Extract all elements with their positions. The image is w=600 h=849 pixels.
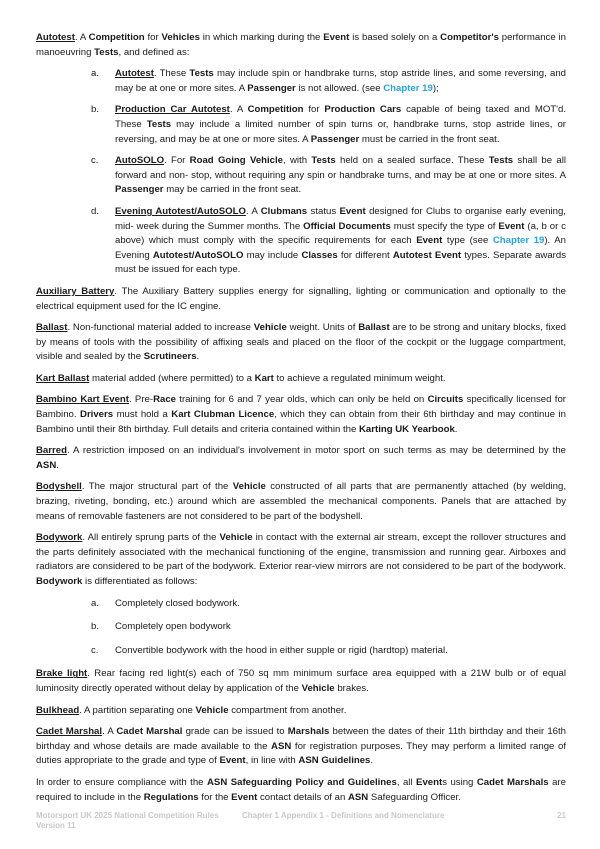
definition-bulkhead: [36, 704, 566, 719]
list-item: [36, 205, 566, 278]
definition-brake-light: [36, 667, 566, 696]
text-run: is not allowed. (see: [295, 82, 384, 94]
text-run: held on a sealed surface. These: [335, 155, 489, 167]
bold-keyword: ASN: [347, 791, 369, 803]
bold-keyword: Event: [339, 205, 366, 217]
text-run: . A: [229, 104, 248, 116]
bold-keyword: Tests: [311, 155, 336, 167]
text-run: may include spin or handbrake turns, stop astride lines, and some reversing, and may be at one or more sites. A: [115, 68, 566, 94]
text-run: . The major structural part of the: [81, 481, 233, 493]
text-run: may be carried in the front seat.: [163, 184, 302, 196]
defined-term: Bodywork: [36, 532, 83, 544]
bold-keyword: Tests: [94, 46, 119, 58]
text-run: . For: [164, 155, 190, 167]
text-run: Convertible bodywork with the hood in either supple or rigid (hardtop) material.: [115, 644, 448, 656]
text-run: may include: [243, 249, 302, 261]
text-run: contact details of an: [257, 791, 348, 803]
defined-term: Kart Ballast: [36, 372, 90, 384]
definition-cadet-marshal: [36, 725, 566, 769]
bold-keyword: Tests: [189, 68, 214, 80]
bold-keyword: ASN: [36, 459, 57, 471]
text-run: must be carried in the front seat.: [359, 133, 500, 145]
list-item: [36, 154, 566, 198]
text-run: in which marking during the: [199, 32, 324, 43]
list-item-text: [115, 620, 566, 635]
bold-keyword: Event: [323, 32, 350, 43]
text-run: are to be strong and unitary blocks, fixed by means of tools with the possibility of affixing seals and placed on the floor of the cockpit or the luggage compartment, visible and sealed by the: [36, 322, 567, 363]
bold-keyword: Competitor's: [440, 32, 499, 43]
bold-keyword: Production Cars: [324, 104, 402, 116]
definition-kart-ballast: [36, 372, 566, 387]
text-run: . A: [74, 32, 89, 43]
text-run: Completely closed bodywork.: [115, 597, 240, 609]
text-run: Safeguarding Officer.: [368, 791, 461, 803]
text-run: to achieve a regulated minimum weight.: [273, 372, 446, 384]
text-run: for: [144, 32, 162, 43]
text-run: , and defined as:: [118, 46, 190, 58]
bold-keyword: Ballast: [358, 322, 390, 334]
defined-term: Production Car Autotest: [115, 104, 230, 116]
footer-doc-title: Motorsport UK 2025 National Competition Rules: [36, 811, 219, 820]
text-run: weight. Units of: [286, 322, 359, 334]
bold-keyword: ASN Safeguarding Policy and Guidelines: [207, 776, 397, 788]
bold-keyword: Vehicle: [219, 532, 253, 544]
text-run: status: [307, 205, 340, 217]
bold-keyword: Cadet Marshals: [476, 776, 549, 788]
text-run: must hold a: [113, 409, 172, 421]
bold-keyword: Scrutineers: [143, 351, 197, 363]
definition-sublist: [36, 597, 566, 659]
text-run: may include a limited number of spin turns or, handbrake turns, stop astride lines, or reversing, and may be at one or more sites. A: [115, 118, 566, 145]
bold-keyword: Vehicle: [195, 704, 229, 716]
defined-term: Cadet Marshal: [36, 726, 103, 738]
bold-keyword: Vehicles: [161, 32, 200, 43]
text-run: . Non-functional material added to increase: [67, 322, 254, 334]
definition-barred: [36, 444, 566, 473]
document-page: [36, 31, 566, 812]
bold-keyword: Official Documents: [303, 220, 391, 232]
defined-term: Brake light: [36, 668, 88, 680]
bold-keyword: Regulations: [143, 791, 199, 803]
text-run: must specify the type of: [390, 220, 499, 232]
defined-term: Barred: [36, 445, 67, 457]
text-run: designed for Clubs to organise early evening, mid- week during the Summer months. The: [115, 205, 566, 232]
text-run: . These: [153, 68, 190, 80]
text-run: compartment from another.: [228, 704, 347, 716]
text-run: (a, b or c above) which must comply with the specific requirements for each: [115, 220, 566, 247]
list-item: [36, 597, 566, 612]
bold-keyword: Tests: [146, 118, 172, 130]
defined-term: Evening Autotest/AutoSOLO: [115, 205, 246, 217]
text-run: is based solely on a: [349, 32, 441, 43]
bold-keyword: ASN: [271, 740, 292, 752]
bold-keyword: Passenger: [247, 82, 296, 94]
bold-keyword: Tests: [488, 155, 514, 167]
text-run: for registration purposes. They may perform a limited range of duties appropriate to the grade and type of: [36, 740, 566, 767]
text-run: are required to include in the: [36, 776, 566, 803]
list-item-text: [115, 205, 566, 278]
bold-keyword: Classes: [301, 249, 338, 261]
text-run: , in line with: [245, 755, 299, 767]
list-item: [36, 644, 566, 659]
list-marker: c.: [91, 155, 99, 167]
defined-term: Auxiliary Battery: [36, 285, 115, 297]
defined-term: Ballast: [36, 322, 68, 334]
text-run: . A restriction imposed on an individual's involvement in motor sport on such terms as may be determined by the: [66, 445, 566, 457]
bold-keyword: Vehicle: [232, 481, 266, 493]
text-run: .: [196, 351, 200, 363]
text-run: is differentiated as follows:: [82, 576, 198, 587]
text-run: type (see: [442, 235, 493, 247]
definition-auxiliary-battery: [36, 285, 566, 314]
text-run: Completely open bodywork: [115, 621, 231, 633]
bold-keyword: Passenger: [310, 133, 360, 145]
bold-keyword: Cadet Marshal: [116, 726, 183, 738]
defined-term: Autotest: [115, 68, 154, 80]
bold-keyword: Kart: [254, 372, 274, 384]
list-item-text: [115, 103, 566, 147]
chapter-link[interactable]: Chapter 19: [492, 235, 545, 247]
bold-keyword: Vehicle: [253, 322, 287, 334]
text-run: for: [303, 104, 325, 116]
bold-keyword: Event: [416, 776, 443, 788]
bold-keyword: Marshals: [287, 726, 330, 738]
list-marker: b.: [91, 104, 100, 116]
text-run: . Rear facing red light(s) each of 750 sq mm minimum surface area equipped with a 21W bulb or of equal luminosity directly operated without delay by application of the: [36, 668, 566, 694]
text-run: material added (where permitted) to a: [89, 372, 255, 384]
chapter-link[interactable]: Chapter 19: [383, 82, 433, 94]
text-run: . A partition separating one: [79, 704, 196, 716]
definition-sublist: [36, 67, 566, 278]
list-item-text: [115, 154, 566, 198]
text-run: .: [370, 755, 374, 767]
defined-term: Bambino Kart Event: [36, 394, 129, 406]
defined-term: AutoSOLO: [115, 155, 165, 167]
text-run: In order to ensure compliance with the: [36, 776, 207, 788]
text-run: specifically licensed for Bambino.: [36, 394, 566, 421]
list-item-text: [115, 644, 566, 659]
bold-keyword: Event: [416, 235, 443, 247]
text-run: types. Separate awards must be issued for each type.: [115, 249, 566, 276]
defined-term: Bodyshell: [36, 481, 82, 493]
text-run: training for 6 and 7 year olds, which can only be held on: [176, 394, 428, 406]
text-run: for different: [337, 249, 393, 261]
text-run: .: [454, 423, 458, 435]
list-item: [36, 67, 566, 96]
bold-keyword: Circuits: [427, 394, 464, 406]
bold-keyword: Event: [219, 755, 246, 767]
text-run: performance in manoeuvring: [36, 32, 566, 58]
text-run: between the dates of their 11th birthday and their 16th birthday and whose details are made available to the: [36, 726, 567, 752]
text-run: constructed of all parts that are permanently attached (by welding, brazing, riveting, bonding, etc.) around which are assembled the mechanical components. Panels that are attached by means of removable fasteners are not considered to be part of the bodyshell.: [36, 481, 566, 522]
bold-keyword: Road Going Vehicle: [189, 155, 284, 167]
footer-doc-title-block: [36, 811, 226, 831]
text-run: shall be all forward and non- stop, without requiring any spin or handbrake turns, and may be at one or more sites. A: [115, 155, 566, 181]
list-marker: a.: [91, 597, 100, 609]
text-run: . A: [102, 726, 117, 738]
text-run: , which they can obtain from their 6th birthday and may continue in Bambino until their 8th birthday. Full details and criteria contained within the: [36, 409, 567, 435]
bold-keyword: Clubmans: [260, 205, 308, 217]
definition-bodywork: [36, 531, 566, 589]
bold-keyword: Competition: [247, 104, 304, 116]
text-run: . A: [245, 205, 261, 217]
list-item-text: [115, 597, 566, 612]
list-marker: b.: [91, 621, 100, 633]
bold-keyword: Vehicle: [301, 682, 335, 694]
text-run: );: [432, 82, 439, 94]
text-run: grade can be issued to: [182, 726, 288, 738]
text-run: capable of being taxed and MOT'd. These: [115, 104, 566, 130]
definition-cadet-marshal-safeguarding: [36, 776, 566, 805]
bold-keyword: Autotest Event: [392, 249, 462, 261]
text-run: . All entirely sprung parts of the: [82, 532, 220, 544]
bold-keyword: Event: [231, 791, 258, 803]
text-run: s using: [442, 776, 477, 788]
text-run: . The Auxiliary Battery supplies energy for signalling, lighting or communication and optionally to the electrical equipment used for the IC engine.: [36, 285, 566, 312]
bold-keyword: Kart Clubman Licence: [171, 409, 275, 421]
defined-term: Bulkhead: [36, 704, 80, 716]
footer-page-number: 21: [557, 811, 566, 820]
bold-keyword: Autotest/AutoSOLO: [152, 249, 244, 261]
list-item: [36, 620, 566, 635]
bold-keyword: Competition: [88, 32, 145, 43]
text-run: brakes.: [334, 682, 369, 694]
bold-keyword: Race: [153, 394, 176, 406]
definition-autotest: [36, 31, 566, 60]
bold-keyword: ASN Guidelines: [298, 755, 371, 767]
text-run: .: [56, 459, 59, 471]
bold-keyword: Drivers: [80, 409, 114, 421]
footer-chapter: Chapter 1 Appendix 1 - Definitions and Nomenclature: [242, 811, 445, 820]
list-marker: c.: [91, 644, 99, 656]
text-run: . Pre-: [128, 394, 154, 406]
text-run: for the: [198, 791, 232, 803]
bold-keyword: Bodywork: [36, 576, 83, 587]
list-item-text: [115, 67, 566, 96]
defined-term: Autotest: [36, 32, 75, 43]
definition-bodyshell: [36, 480, 566, 524]
text-run: , with: [283, 155, 312, 167]
text-run: , all: [396, 776, 417, 788]
text-run: in contact with the external air stream, except the rollover structures and the parts definitely associated with the mechanical functioning of the engine, transmission and running gear. Airboxes and radiators are considered to be part of the bodywork. Exterior rear-view mirrors are not considered to be part of the bodywork.: [36, 532, 566, 573]
list-marker: a.: [91, 68, 100, 80]
list-marker: d.: [91, 205, 100, 217]
bold-keyword: Event: [498, 220, 525, 232]
definition-bambino-kart-event: [36, 393, 566, 437]
bold-keyword: Karting UK Yearbook: [359, 423, 455, 435]
footer-version: Version 11: [36, 821, 76, 830]
text-run: ). An Evening: [115, 235, 567, 261]
definition-ballast: [36, 321, 566, 365]
bold-keyword: Passenger: [115, 184, 164, 196]
list-item: [36, 103, 566, 147]
